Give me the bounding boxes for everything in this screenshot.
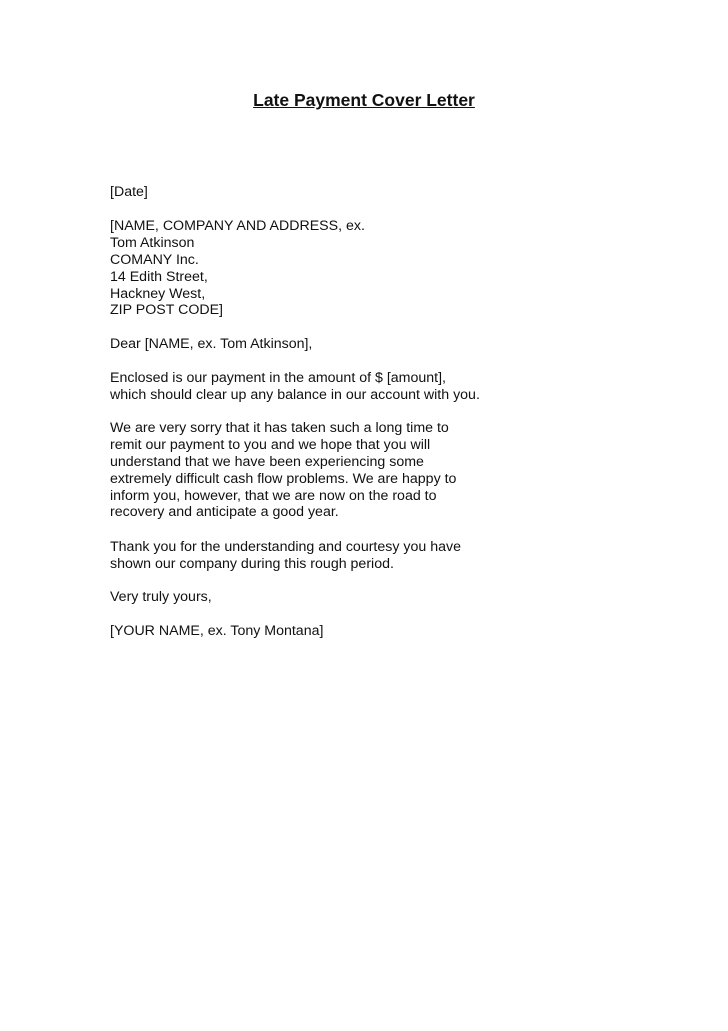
address-line: COMANY Inc.	[110, 251, 199, 268]
paragraph-line: shown our company during this rough period.	[110, 555, 394, 572]
paragraph-line: We are very sorry that it has taken such a long time to	[110, 420, 449, 436]
paragraph-line: Enclosed is our payment in the amount of $ [amount],	[110, 370, 446, 386]
salutation	[110, 336, 530, 353]
closing-line: Very truly yours,	[110, 589, 212, 605]
address-line: ZIP POST CODE]	[110, 302, 224, 319]
paragraph-line: understand that we have been experiencing some	[110, 453, 424, 470]
letter-title: Late Payment Cover Letter	[253, 90, 475, 110]
paragraph-line: inform you, however, that we are now on the road to	[110, 487, 437, 504]
address-line: 14 Edith Street,	[110, 268, 208, 285]
paragraph-line: recovery and anticipate a good year.	[110, 504, 339, 521]
signature-line: [YOUR NAME, ex. Tony Montana]	[110, 623, 324, 639]
address-line: Hackney West,	[110, 285, 206, 302]
thanks-paragraph	[110, 539, 530, 573]
date-line: [Date]	[110, 184, 148, 200]
salutation-line: Dear [NAME, ex. Tom Atkinson],	[110, 336, 313, 352]
apology-paragraph	[110, 420, 530, 521]
paragraph-line: which should clear up any balance in our account with you.	[110, 386, 480, 403]
address-line: [NAME, COMPANY AND ADDRESS, ex.	[110, 218, 365, 234]
paragraph-line: remit our payment to you and we hope that you will	[110, 436, 431, 453]
payment-paragraph	[110, 370, 530, 404]
signature-placeholder	[110, 623, 530, 640]
recipient-address-block	[110, 218, 530, 319]
paragraph-line: extremely difficult cash flow problems. We are happy to	[110, 470, 457, 487]
address-line: Tom Atkinson	[110, 234, 195, 251]
paragraph-line: Thank you for the understanding and courtesy you have	[110, 539, 461, 555]
date-placeholder	[110, 184, 530, 201]
closing	[110, 589, 530, 606]
